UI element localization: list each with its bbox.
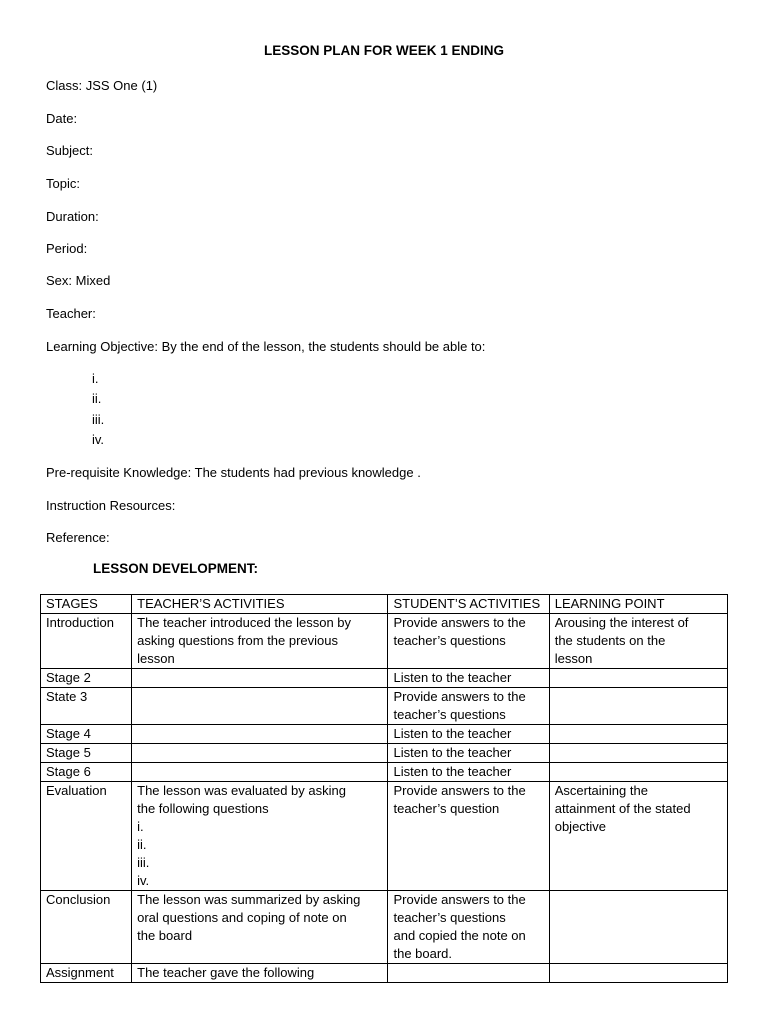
objective-item: iii.: [92, 412, 105, 427]
cell-line: oral questions and coping of note on: [137, 910, 347, 925]
cell-line: Provide answers to the: [393, 892, 526, 907]
cell-line: teacher’s questions: [393, 910, 506, 925]
cell-line: Listen to the teacher: [393, 726, 512, 741]
cell-line: attainment of the stated: [554, 801, 691, 816]
stage-cell: Conclusion: [41, 891, 132, 964]
cell-line: i.: [137, 819, 144, 834]
student-activities-cell: [388, 763, 549, 782]
table-body: [41, 614, 728, 983]
student-activities-cell: [388, 688, 549, 725]
learning-point-cell: [549, 763, 727, 782]
stage-cell: Introduction: [41, 614, 132, 669]
cell-line: lesson: [554, 651, 593, 666]
teacher-activities-cell: [132, 725, 388, 744]
column-header: TEACHER’S ACTIVITIES: [132, 595, 388, 614]
cell-line: the board.: [393, 946, 453, 961]
reference-field: Reference:: [46, 530, 110, 545]
learning-point-cell: [549, 744, 727, 763]
student-activities-cell: [388, 614, 549, 669]
section-heading: LESSON DEVELOPMENT:: [93, 561, 259, 576]
page-title: LESSON PLAN FOR WEEK 1 ENDING: [263, 43, 505, 58]
learning-point-cell: [549, 725, 727, 744]
cell-line: The teacher introduced the lesson by: [137, 615, 352, 630]
teacher-activities-cell: [132, 614, 388, 669]
teacher-field: Teacher:: [46, 306, 96, 321]
cell-line: teacher’s question: [393, 801, 500, 816]
cell-line: The lesson was evaluated by asking: [137, 783, 346, 798]
table-row: [41, 725, 728, 744]
teacher-activities-cell: [132, 964, 388, 983]
objective-item: iv.: [92, 432, 105, 447]
learning-point-cell: [549, 614, 727, 669]
objective-item: i.: [92, 371, 99, 386]
teacher-activities-cell: [132, 782, 388, 891]
teacher-activities-cell: [132, 688, 388, 725]
column-header: STUDENT’S ACTIVITIES: [388, 595, 549, 614]
table-row: [41, 688, 728, 725]
cell-line: The teacher gave the following: [137, 965, 315, 980]
lesson-development-table: [40, 594, 728, 983]
teacher-activities-cell: [132, 891, 388, 964]
cell-line: the board: [137, 928, 193, 943]
table-header-row: [41, 595, 728, 614]
stage-cell: State 3: [41, 688, 132, 725]
stage-cell: Stage 6: [41, 763, 132, 782]
topic-field: Topic:: [46, 176, 80, 191]
cell-line: The lesson was summarized by asking: [137, 892, 361, 907]
stage-cell: Stage 4: [41, 725, 132, 744]
teacher-activities-cell: [132, 763, 388, 782]
period-field: Period:: [46, 241, 88, 256]
learning-objective-field: Learning Objective: By the end of the lesson, the students should be able to:: [46, 339, 486, 354]
objective-item: ii.: [92, 391, 102, 406]
learning-point-cell: [549, 891, 727, 964]
cell-line: the students on the: [554, 633, 666, 648]
cell-line: objective: [554, 819, 607, 834]
cell-line: Listen to the teacher: [393, 670, 512, 685]
learning-point-cell: [549, 688, 727, 725]
cell-line: Arousing the interest of: [554, 615, 689, 630]
learning-point-cell: [549, 964, 727, 983]
instruction-resources-field: Instruction Resources:: [46, 498, 176, 513]
table-row: [41, 669, 728, 688]
cell-line: Provide answers to the: [393, 783, 526, 798]
student-activities-cell: [388, 891, 549, 964]
column-header: STAGES: [41, 595, 132, 614]
student-activities-cell: [388, 782, 549, 891]
table-row: [41, 891, 728, 964]
stage-cell: Stage 2: [41, 669, 132, 688]
table-row: [41, 763, 728, 782]
date-field: Date:: [46, 111, 78, 126]
student-activities-cell: [388, 964, 549, 983]
subject-field: Subject:: [46, 143, 93, 158]
cell-line: Listen to the teacher: [393, 764, 512, 779]
table-row: [41, 964, 728, 983]
cell-line: teacher’s questions: [393, 707, 506, 722]
cell-line: iii.: [137, 855, 150, 870]
cell-line: ii.: [137, 837, 147, 852]
duration-field: Duration:: [46, 209, 99, 224]
student-activities-cell: [388, 744, 549, 763]
learning-point-cell: [549, 669, 727, 688]
table-row: [41, 614, 728, 669]
sex-field: Sex: Mixed: [46, 273, 111, 288]
learning-point-cell: [549, 782, 727, 891]
cell-line: iv.: [137, 873, 150, 888]
student-activities-cell: [388, 725, 549, 744]
cell-line: Provide answers to the: [393, 689, 526, 704]
stage-cell: Evaluation: [41, 782, 132, 891]
stage-cell: Assignment: [41, 964, 132, 983]
prerequisite-field: Pre-requisite Knowledge: The students had previous knowledge .: [46, 465, 421, 480]
stage-cell: Stage 5: [41, 744, 132, 763]
cell-line: asking questions from the previous: [137, 633, 339, 648]
cell-line: the following questions: [137, 801, 269, 816]
cell-line: Listen to the teacher: [393, 745, 512, 760]
teacher-activities-cell: [132, 669, 388, 688]
class-field: Class: JSS One (1): [46, 78, 158, 93]
teacher-activities-cell: [132, 744, 388, 763]
cell-line: lesson: [137, 651, 175, 666]
table-row: [41, 744, 728, 763]
cell-line: Ascertaining the: [554, 783, 648, 798]
table-row: [41, 782, 728, 891]
cell-line: teacher’s questions: [393, 633, 506, 648]
cell-line: and copied the note on: [393, 928, 526, 943]
student-activities-cell: [388, 669, 549, 688]
column-header: LEARNING POINT: [549, 595, 727, 614]
cell-line: Provide answers to the: [393, 615, 526, 630]
